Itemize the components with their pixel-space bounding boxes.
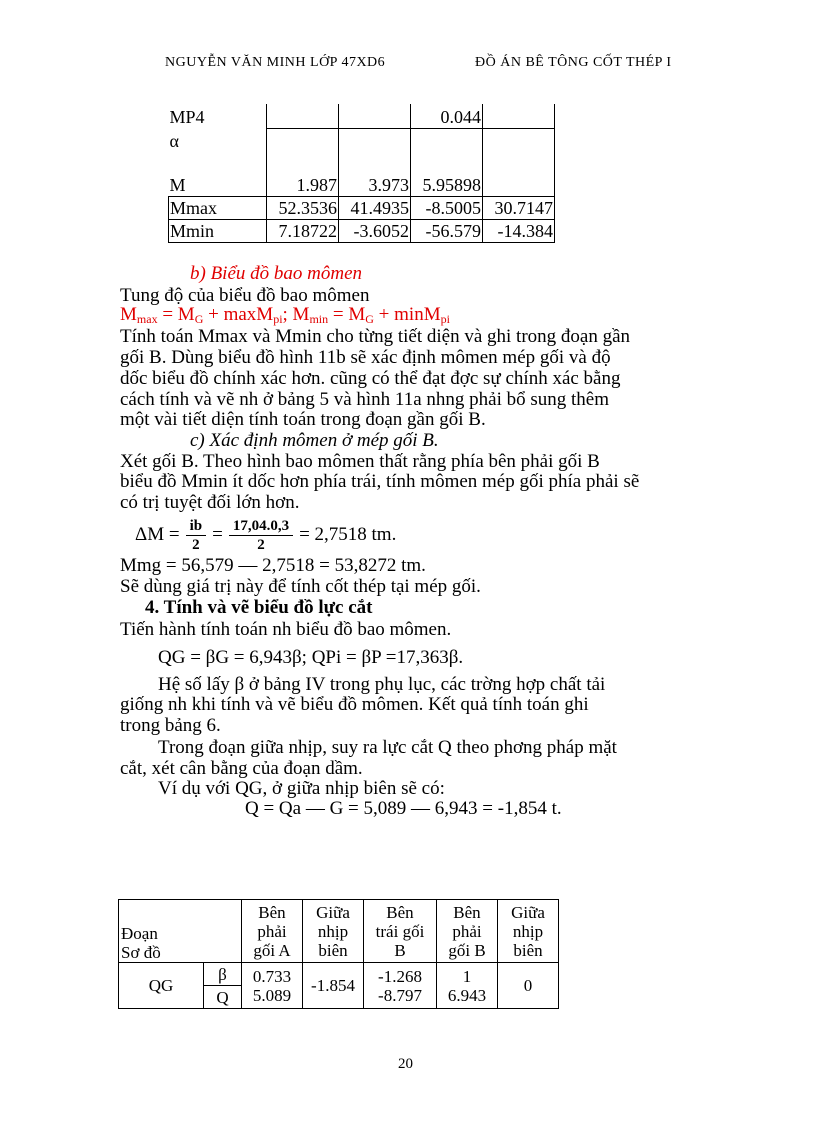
table-row bbox=[169, 196, 555, 219]
sub-label-beta: β bbox=[204, 963, 242, 986]
table-cell: -1.268 -8.797 bbox=[364, 963, 437, 1009]
table-cell: 5.95898 bbox=[411, 152, 483, 196]
q-calc-line: Q = Qa — G = 5,089 — 6,943 = -1,854 t. bbox=[245, 798, 562, 819]
header-corner: Đoạn Sơ đồ bbox=[119, 900, 242, 963]
table-row bbox=[119, 963, 559, 986]
header-left: NGUYỄN VĂN MINH LỚP 47XD6 bbox=[165, 55, 386, 70]
table-header-row bbox=[119, 900, 559, 963]
table-cell: 52.3536 bbox=[267, 196, 339, 219]
table-cell: -1.854 bbox=[303, 963, 364, 1009]
row-label: M bbox=[169, 152, 267, 196]
section-b-title: b) Biểu đồ bao mômen bbox=[190, 263, 363, 284]
header-right: ĐỒ ÁN BÊ TÔNG CỐT THÉP I bbox=[475, 55, 672, 70]
q-formula-line: QG = βG = 6,943β; QPi = βP =17,363β. bbox=[158, 647, 464, 668]
table-cell: 30.7147 bbox=[483, 196, 555, 219]
row-label: Mmax bbox=[169, 196, 267, 219]
table-cell: 1 6.943 bbox=[437, 963, 498, 1009]
table-cell: 0.044 bbox=[411, 104, 483, 128]
col-header: Giữa nhịp biên bbox=[498, 900, 559, 963]
formula-line: $M_{max} = M_G + \max M_{pi}$; $M_{min} = M_G + \min M_{pi}$ bbox=[120, 304, 450, 326]
table-cell: 7.18722 bbox=[267, 219, 339, 242]
col-header: Bên phải gối A bbox=[242, 900, 303, 963]
example-line: Ví dụ với QG, ở giữa nhịp biên sẽ có: bbox=[158, 778, 445, 799]
use-value-line: Sẽ dùng giá trị này để tính cốt thép tại mép gối. bbox=[120, 576, 481, 597]
page-number: 20 bbox=[398, 1056, 413, 1072]
shear-table bbox=[118, 899, 559, 1009]
mmg-line: Mmg = 56,579 — 2,7518 = 53,8272 tm. bbox=[120, 555, 426, 576]
tien-hanh-line: Tiến hành tính toán nh biểu đồ bao mômen. bbox=[120, 619, 452, 640]
table-row bbox=[169, 128, 555, 152]
table-row bbox=[169, 219, 555, 242]
table-cell: -8.5005 bbox=[411, 196, 483, 219]
section-c-title: c) Xác định mômen ở mép gối B. bbox=[190, 430, 439, 451]
col-header: Bên trái gối B bbox=[364, 900, 437, 963]
col-header: Bên phải gối B bbox=[437, 900, 498, 963]
col-header: Giữa nhịp biên bbox=[303, 900, 364, 963]
table-row bbox=[169, 152, 555, 196]
table-cell bbox=[483, 152, 555, 196]
table-cell: -14.384 bbox=[483, 219, 555, 242]
section-4-title: 4. Tính và vẽ biểu đồ lực cắt bbox=[145, 597, 373, 618]
moment-table bbox=[168, 104, 555, 243]
row-label: Mmin bbox=[169, 219, 267, 242]
table-cell: 0.733 5.089 bbox=[242, 963, 303, 1009]
table-cell: 3.973 bbox=[339, 152, 411, 196]
table-cell: -3.6052 bbox=[339, 219, 411, 242]
table-cell: 0 bbox=[498, 963, 559, 1009]
table-row bbox=[169, 104, 555, 128]
table-cell: 1.987 bbox=[267, 152, 339, 196]
tung-do-line: Tung độ của biểu đồ bao mômen bbox=[120, 285, 370, 306]
sub-label-q: Q bbox=[204, 986, 242, 1009]
table-cell: 41.4935 bbox=[339, 196, 411, 219]
row-label: α bbox=[169, 128, 267, 152]
row-label: MP4 bbox=[169, 104, 267, 128]
table-cell: -56.579 bbox=[411, 219, 483, 242]
delta-m-formula: ΔM = $\frac{ib}{2}$ = $\frac{17,04.0,3}{2}$ = 2,7518 tm. bbox=[135, 517, 397, 553]
row-label: QG bbox=[119, 963, 204, 1009]
